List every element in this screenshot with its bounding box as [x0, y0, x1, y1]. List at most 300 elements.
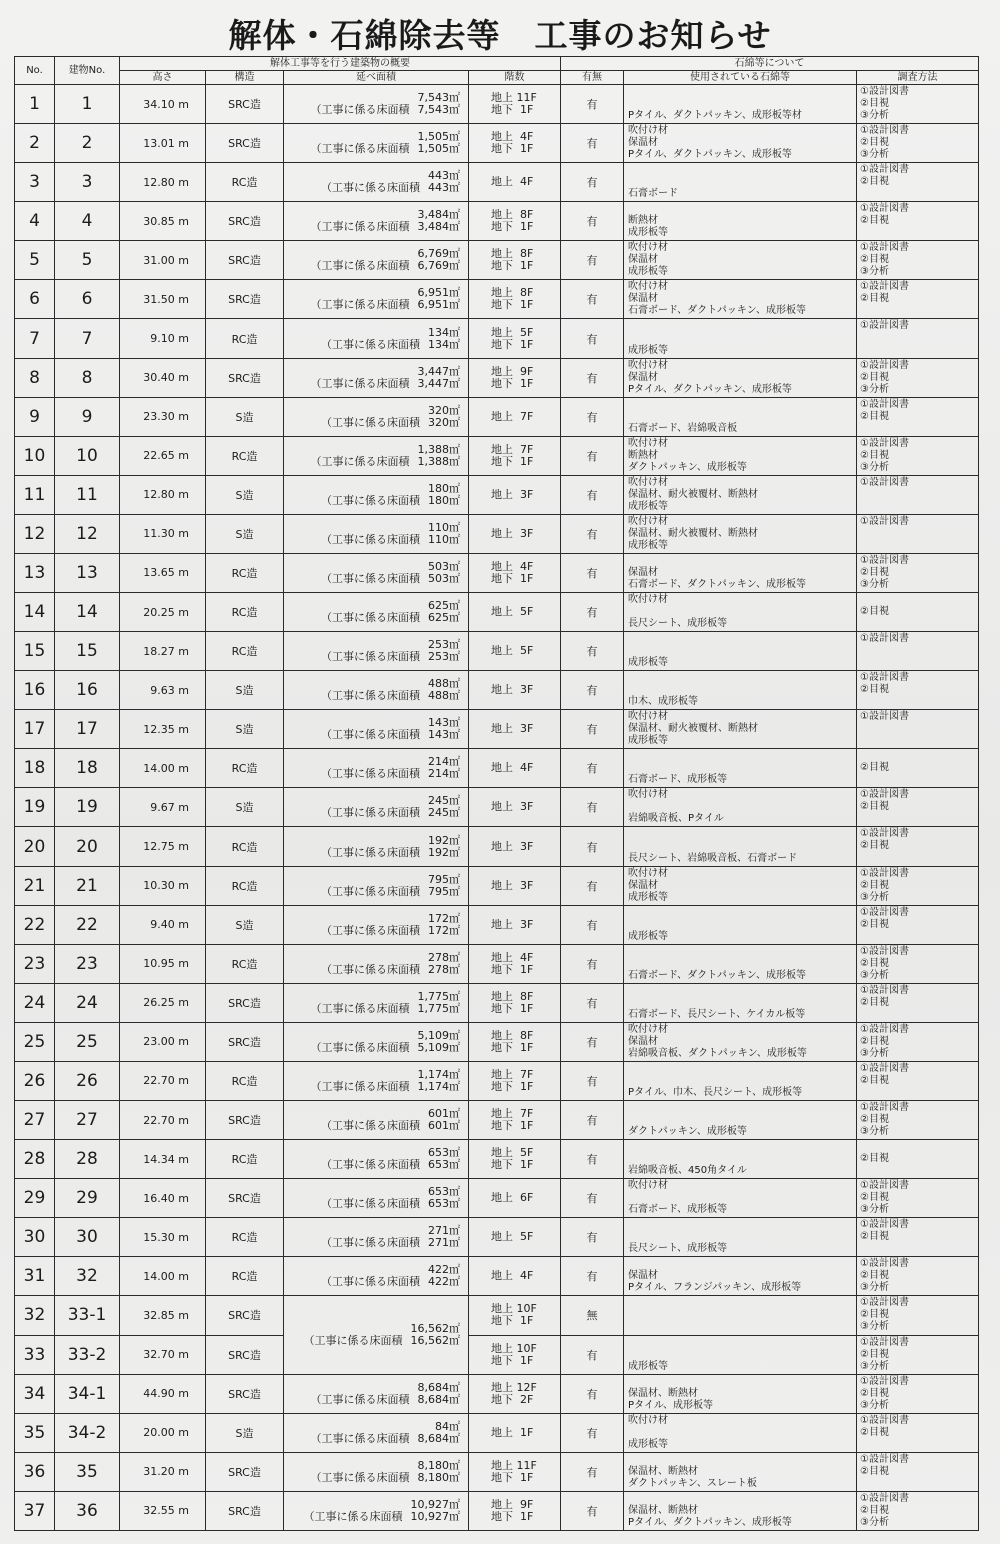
building-height: 22.65 m: [120, 436, 206, 475]
floor-count-line: 地上 7F: [491, 1067, 534, 1081]
material-line: 石膏ボード、岩綿吸音板: [628, 422, 738, 434]
table-row: [15, 124, 979, 163]
asbestos-presence: 有: [561, 944, 624, 983]
material-line: 吹付け材: [628, 476, 668, 488]
building-number: 33-2: [55, 1335, 120, 1374]
floor-count-line: 地上 4F: [491, 130, 534, 144]
building-structure: S造: [206, 710, 284, 749]
header-floors: 階数: [469, 71, 561, 85]
header-asbestos: 石綿等について: [561, 57, 979, 71]
survey-methods: [857, 475, 979, 514]
material-line: [628, 1427, 854, 1439]
work-floor-area-label: （工事に係る床面積: [310, 1392, 410, 1406]
asbestos-materials: [624, 671, 857, 710]
survey-method-line: ①設計図書: [860, 711, 909, 723]
survey-method-line: ③分析: [860, 1047, 889, 1059]
survey-method-line: [860, 1141, 976, 1153]
total-floor-area: 5,109㎡: [417, 1028, 460, 1042]
material-line: 成形板等: [628, 1438, 668, 1450]
survey-methods: [857, 866, 979, 905]
building-number: 1: [55, 85, 120, 124]
survey-method-line: ①設計図書: [860, 437, 909, 449]
table-row: [15, 1179, 979, 1218]
survey-methods: [857, 983, 979, 1022]
floor-count-line: 地下 1F: [491, 220, 534, 234]
asbestos-presence: 有: [561, 593, 624, 632]
floor-count: [469, 671, 561, 710]
floor-count-line: 地上 12F: [491, 1380, 537, 1394]
survey-methods: [857, 1374, 979, 1413]
asbestos-materials: [624, 632, 857, 671]
building-number: 24: [55, 983, 120, 1022]
table-row: [15, 983, 979, 1022]
building-height: 9.63 m: [120, 671, 206, 710]
floor-area: [284, 358, 469, 397]
total-floor-area: 1,388㎡: [417, 442, 460, 456]
asbestos-presence: 有: [561, 397, 624, 436]
total-floor-area: 172㎡: [428, 911, 460, 925]
demolition-table: [14, 56, 979, 1531]
floor-count: [469, 788, 561, 827]
table-row: [15, 85, 979, 124]
material-line: 成形板等: [628, 539, 668, 551]
material-line: Pタイル、ダクトパッキン、成形板等: [628, 149, 792, 161]
floor-count-line: 地上 8F: [491, 208, 534, 222]
asbestos-presence: 有: [561, 358, 624, 397]
material-line: 保温材: [628, 879, 658, 891]
building-height: 22.70 m: [120, 1101, 206, 1140]
material-line: [628, 606, 854, 618]
material-line: 成形板等: [628, 266, 668, 278]
building-height: 10.30 m: [120, 866, 206, 905]
row-number: 1: [15, 85, 55, 124]
survey-method-line: ②目視: [860, 1426, 889, 1438]
floor-area: [284, 514, 469, 553]
material-line: [628, 684, 854, 696]
building-number: 9: [55, 397, 120, 436]
floor-count: [469, 475, 561, 514]
survey-method-line: ②目視: [860, 1231, 889, 1243]
building-number: 16: [55, 671, 120, 710]
floor-count: [469, 1491, 561, 1530]
floor-count-line: 地上 9F: [491, 364, 534, 378]
survey-method-line: ①設計図書: [860, 945, 909, 957]
work-floor-area-label: （工事に係る床面積: [321, 532, 420, 546]
floor-area: [284, 475, 469, 514]
survey-method-line: ①設計図書: [860, 984, 909, 996]
survey-methods: [857, 553, 979, 592]
work-floor-area: 8,684㎡: [417, 1392, 460, 1406]
floor-count: [469, 632, 561, 671]
row-number: 24: [15, 983, 55, 1022]
asbestos-materials: [624, 202, 857, 241]
building-height: 14.00 m: [120, 1257, 206, 1296]
work-floor-area: 7,543㎡: [417, 103, 460, 117]
total-floor-area: 143㎡: [428, 716, 460, 730]
material-line: [628, 1231, 854, 1243]
asbestos-presence: 有: [561, 1101, 624, 1140]
building-height: 13.65 m: [120, 553, 206, 592]
header-overview: 解体工事等を行う建築物の概要: [120, 57, 561, 71]
table-row: [15, 1335, 979, 1374]
survey-method-line: ②目視: [860, 371, 889, 383]
survey-method-line: ①設計図書: [860, 1375, 909, 1387]
work-floor-area-label: （工事に係る床面積: [310, 1431, 410, 1445]
material-line: [628, 333, 854, 345]
floor-count: [469, 1101, 561, 1140]
survey-method-line: ②目視: [860, 840, 889, 852]
row-number: 37: [15, 1491, 55, 1530]
asbestos-presence: 有: [561, 905, 624, 944]
header-no: No.: [15, 57, 55, 85]
survey-method-line: ③分析: [860, 1360, 889, 1372]
building-number: 6: [55, 280, 120, 319]
work-floor-area-label: （工事に係る床面積: [321, 181, 420, 195]
work-floor-area-label: （工事に係る床面積: [310, 298, 410, 312]
asbestos-materials: [624, 163, 857, 202]
survey-method-line: ③分析: [860, 1204, 889, 1216]
survey-methods: [857, 671, 979, 710]
total-floor-area: 503㎡: [428, 559, 460, 573]
survey-method-line: ①設計図書: [860, 476, 909, 488]
asbestos-presence: 有: [561, 983, 624, 1022]
floor-area: [284, 1140, 469, 1179]
total-floor-area: 192㎡: [428, 833, 460, 847]
building-number: 12: [55, 514, 120, 553]
building-height: 31.50 m: [120, 280, 206, 319]
building-number: 15: [55, 632, 120, 671]
material-line: [628, 176, 854, 188]
asbestos-materials: [624, 1452, 857, 1491]
floor-count: [469, 1257, 561, 1296]
floor-count-line: 地下 1F: [491, 1119, 534, 1133]
survey-methods: [857, 124, 979, 163]
material-line: 保温材: [628, 1270, 658, 1282]
total-floor-area: 443㎡: [428, 169, 460, 183]
total-floor-area: 7,543㎡: [417, 91, 460, 105]
survey-method-line: ②目視: [860, 606, 889, 618]
table-row: [15, 593, 979, 632]
building-structure: RC造: [206, 866, 284, 905]
work-floor-area-label: （工事に係る床面積: [310, 1001, 410, 1015]
building-height: 9.67 m: [120, 788, 206, 827]
building-height: 11.30 m: [120, 514, 206, 553]
asbestos-materials: [624, 749, 857, 788]
building-number: 32: [55, 1257, 120, 1296]
survey-method-line: ②目視: [860, 176, 889, 188]
floor-count-line: 地上 3F: [491, 917, 534, 931]
material-line: 長尺シート、成形板等: [628, 1243, 728, 1255]
table-row: [15, 1218, 979, 1257]
material-line: 石膏ボード、成形板等: [628, 774, 728, 786]
table-row: [15, 514, 979, 553]
work-floor-area-label: （工事に係る床面積: [321, 845, 420, 859]
survey-method-line: ①設計図書: [860, 1023, 909, 1035]
building-height: 32.70 m: [120, 1335, 206, 1374]
work-floor-area-label: （工事に係る床面積: [321, 689, 420, 703]
floor-area: [284, 1296, 469, 1374]
asbestos-presence: 有: [561, 1061, 624, 1100]
floor-count-line: 地上 7F: [491, 1107, 534, 1121]
floor-count: [469, 1296, 561, 1335]
floor-count: [469, 905, 561, 944]
survey-method-line: ①設計図書: [860, 1453, 909, 1465]
floor-count-line: 地下 1F: [491, 962, 534, 976]
row-number: 8: [15, 358, 55, 397]
material-line: [628, 645, 854, 657]
work-floor-area: 10,927㎡: [410, 1509, 460, 1523]
row-number: 6: [15, 280, 55, 319]
material-line: Pタイル、ダクトパッキン、成形板等: [628, 383, 792, 395]
survey-method-line: ②目視: [860, 684, 889, 696]
survey-method-line: ③分析: [860, 149, 889, 161]
survey-methods: [857, 1061, 979, 1100]
row-number: 17: [15, 710, 55, 749]
total-floor-area: 214㎡: [428, 755, 460, 769]
floor-count-line: 地下 1F: [491, 1470, 534, 1484]
material-line: 成形板等: [628, 657, 668, 669]
survey-methods: [857, 1452, 979, 1491]
material-line: 吹付け材: [628, 281, 668, 293]
floor-count-line: 地上 8F: [491, 1028, 534, 1042]
work-floor-area-label: （工事に係る床面積: [321, 415, 420, 429]
floor-count: [469, 1335, 561, 1374]
building-height: 32.55 m: [120, 1491, 206, 1530]
work-floor-area-label: （工事に係る床面積: [321, 1158, 420, 1172]
row-number: 23: [15, 944, 55, 983]
building-structure: RC造: [206, 593, 284, 632]
total-floor-area: 320㎡: [428, 403, 460, 417]
floor-count-line: 地上 5F: [491, 644, 534, 658]
survey-method-line: ③分析: [860, 461, 889, 473]
floor-count-line: 地上 3F: [491, 526, 534, 540]
row-number: 5: [15, 241, 55, 280]
survey-method-line: ①設計図書: [860, 86, 909, 97]
table-row: [15, 1061, 979, 1100]
material-line: [628, 411, 854, 423]
building-structure: RC造: [206, 436, 284, 475]
survey-method-line: ③分析: [860, 1399, 889, 1411]
asbestos-presence: 有: [561, 1218, 624, 1257]
table-row: [15, 866, 979, 905]
material-line: [628, 98, 854, 110]
material-line: 保温材: [628, 567, 658, 579]
survey-method-line: ③分析: [860, 969, 889, 981]
work-floor-area-label: （工事に係る床面積: [310, 220, 410, 234]
work-floor-area-label: （工事に係る床面積: [321, 611, 420, 625]
material-line: 吹付け材: [628, 125, 668, 137]
asbestos-materials: [624, 944, 857, 983]
work-floor-area: 16,562㎡: [410, 1334, 460, 1347]
floor-area: [284, 593, 469, 632]
building-height: 9.10 m: [120, 319, 206, 358]
floor-count: [469, 1022, 561, 1061]
survey-methods: [857, 1257, 979, 1296]
floor-count-line: 地下 1F: [491, 103, 534, 117]
building-height: 18.27 m: [120, 632, 206, 671]
floor-area: [284, 241, 469, 280]
floor-count-line: 地上 6F: [491, 1191, 534, 1205]
asbestos-materials: [624, 710, 857, 749]
material-line: 石膏ボード、長尺シート、ケイカル板等: [628, 1008, 806, 1020]
header-structure: 構造: [206, 71, 284, 85]
material-line: 保温材: [628, 137, 658, 149]
floor-count-line: 地下 1F: [491, 1509, 534, 1523]
building-number: 21: [55, 866, 120, 905]
table-row: [15, 358, 979, 397]
total-floor-area: 488㎡: [428, 677, 460, 691]
building-height: 23.30 m: [120, 397, 206, 436]
asbestos-presence: 有: [561, 85, 624, 124]
building-height: 15.30 m: [120, 1218, 206, 1257]
floor-area: [284, 319, 469, 358]
survey-methods: [857, 85, 979, 124]
table-body: [15, 85, 979, 1531]
material-line: 成形板等: [628, 344, 668, 356]
floor-count-line: 地上 4F: [491, 950, 534, 964]
floor-area: [284, 1413, 469, 1452]
building-structure: SRC造: [206, 358, 284, 397]
floor-count: [469, 1140, 561, 1179]
building-height: 30.40 m: [120, 358, 206, 397]
work-floor-area-label: （工事に係る床面積: [310, 1040, 410, 1054]
floor-count-line: 地上 9F: [491, 1497, 534, 1511]
building-height: 20.00 m: [120, 1413, 206, 1452]
survey-method-line: ②目視: [860, 1309, 889, 1321]
material-line: 岩綿吸音板、ダクトパッキン、成形板等: [628, 1047, 807, 1059]
total-floor-area: 8,180㎡: [417, 1458, 460, 1472]
survey-method-line: ②目視: [860, 1504, 889, 1516]
survey-method-line: ①設計図書: [860, 1258, 909, 1270]
floor-count: [469, 358, 561, 397]
floor-count: [469, 1413, 561, 1452]
material-line: 吹付け材: [628, 594, 668, 606]
survey-methods: [857, 1335, 979, 1374]
material-line: 成形板等: [628, 500, 668, 512]
work-floor-area-label: （工事に係る床面積: [310, 1470, 410, 1484]
material-line: 岩綿吸音板、Pタイル: [628, 813, 724, 825]
total-floor-area: 271㎡: [428, 1224, 460, 1238]
floor-count-line: 地上 5F: [491, 1146, 534, 1160]
floor-count-line: 地上 10F: [491, 1341, 537, 1355]
table-row: [15, 905, 979, 944]
floor-area: [284, 1101, 469, 1140]
floor-count-line: 地下 1F: [491, 571, 534, 585]
building-number: 13: [55, 553, 120, 592]
building-structure: S造: [206, 397, 284, 436]
floor-area: [284, 983, 469, 1022]
asbestos-presence: 有: [561, 1257, 624, 1296]
header-height: 高さ: [120, 71, 206, 85]
table-row: [15, 1140, 979, 1179]
building-structure: S造: [206, 671, 284, 710]
row-number: 20: [15, 827, 55, 866]
asbestos-materials: [624, 1491, 857, 1530]
survey-method-line: ②目視: [860, 98, 889, 109]
material-line: 吹付け材: [628, 437, 668, 449]
row-number: 35: [15, 1413, 55, 1452]
floor-count-line: 地上 8F: [491, 247, 534, 261]
material-line: 成形板等: [628, 930, 668, 942]
asbestos-presence: 有: [561, 124, 624, 163]
building-number: 2: [55, 124, 120, 163]
survey-methods: [857, 827, 979, 866]
floor-count-line: 地下 1F: [491, 1158, 534, 1172]
survey-methods: [857, 1179, 979, 1218]
material-line: 吹付け材: [628, 1023, 668, 1035]
survey-method-line: ②目視: [860, 1035, 889, 1047]
survey-method-line: ①設計図書: [860, 554, 909, 566]
asbestos-materials: [624, 1022, 857, 1061]
work-floor-area-label: （工事に係る床面積: [321, 806, 420, 820]
table-row: [15, 1257, 979, 1296]
building-height: 26.25 m: [120, 983, 206, 1022]
row-number: 16: [15, 671, 55, 710]
floor-count-line: 地下 1F: [491, 337, 534, 351]
survey-methods: [857, 514, 979, 553]
survey-methods: [857, 1413, 979, 1452]
floor-area: [284, 866, 469, 905]
material-line: 保温材、断熱材: [628, 1387, 698, 1399]
survey-method-line: ②目視: [860, 879, 889, 891]
material-line: [628, 919, 854, 931]
asbestos-materials: [624, 1257, 857, 1296]
work-floor-area-label: （工事に係る床面積: [321, 962, 420, 976]
work-floor-area: 172㎡: [428, 923, 460, 937]
header-building-no: 建物No.: [55, 57, 120, 85]
total-floor-area: 3,484㎡: [417, 208, 460, 222]
building-number: 25: [55, 1022, 120, 1061]
survey-method-line: ①設計図書: [860, 1414, 909, 1426]
work-floor-area: 3,484㎡: [417, 220, 460, 234]
survey-method-line: ②目視: [860, 1192, 889, 1204]
building-structure: RC造: [206, 1257, 284, 1296]
floor-area: [284, 788, 469, 827]
material-line: Pタイル、フランジパッキン、成形板等: [628, 1282, 802, 1294]
floor-count-line: 地上 7F: [491, 442, 534, 456]
floor-count-line: 地上 10F: [491, 1302, 537, 1316]
building-structure: SRC造: [206, 241, 284, 280]
survey-methods: [857, 905, 979, 944]
floor-area: [284, 944, 469, 983]
material-line: [628, 1114, 854, 1126]
floor-count-line: 地下 1F: [491, 1001, 534, 1015]
building-height: 14.00 m: [120, 749, 206, 788]
header-presence: 有無: [561, 71, 624, 85]
row-number: 30: [15, 1218, 55, 1257]
floor-area: [284, 124, 469, 163]
asbestos-materials: [624, 124, 857, 163]
building-height: 23.00 m: [120, 1022, 206, 1061]
asbestos-presence: 有: [561, 1491, 624, 1530]
asbestos-presence: 有: [561, 749, 624, 788]
floor-count-line: 地下 1F: [491, 298, 534, 312]
asbestos-presence: 有: [561, 1022, 624, 1061]
survey-methods: [857, 280, 979, 319]
work-floor-area-label: （工事に係る床面積: [321, 571, 420, 585]
asbestos-presence: 有: [561, 1374, 624, 1413]
building-number: 5: [55, 241, 120, 280]
table-row: [15, 553, 979, 592]
work-floor-area: 8,180㎡: [417, 1470, 460, 1484]
table-row: [15, 397, 979, 436]
asbestos-materials: [624, 1140, 857, 1179]
building-height: 44.90 m: [120, 1374, 206, 1413]
floor-count-line: 地下 1F: [491, 1314, 534, 1328]
row-number: 13: [15, 553, 55, 592]
material-line: 吹付け材: [628, 1414, 668, 1426]
survey-methods: [857, 241, 979, 280]
